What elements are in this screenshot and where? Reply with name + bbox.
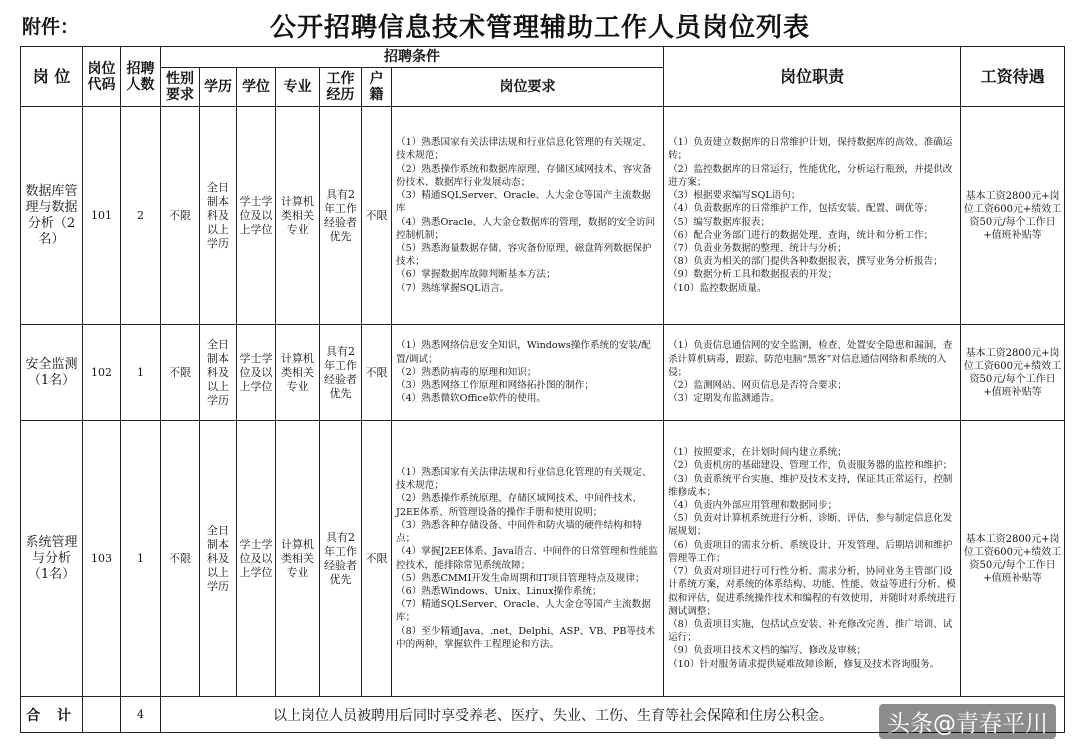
cell-duties [664, 325, 961, 421]
duty-item: （2）监测网站、网页信息是否符合要求； [668, 380, 847, 392]
total-label: 合 计 [21, 697, 83, 733]
requirement-item: （7）熟练掌握SQL语言。 [396, 282, 510, 294]
duty-item: （1）负责信息通信网的安全监测，检查、处置安全隐患和漏洞，查杀计算机病毒，跟踪、防范电脑“黑客”对信息通信网络和系统的入侵； [668, 340, 953, 378]
cell-major: 计算机类相关专业 [276, 421, 320, 697]
requirement-item: （6）熟悉Windows、Unix、Linux操作系统； [396, 585, 602, 597]
duty-item: （4）负责数据库的日常维护工作，包括安装、配置、调优等； [668, 203, 934, 215]
cell-position: 系统管理与分析（1名） [21, 421, 83, 697]
requirement-item: （3）熟悉网络工作原理和网络拓扑图的制作； [396, 380, 594, 392]
requirement-item: （6）掌握数据库故障判断基本方法； [396, 269, 556, 281]
duty-item: （10）监控数据质量。 [668, 282, 767, 294]
requirement-item: （2）熟悉操作系统原理、存储区域网技术、中间件技术、J2EE体系、所管理设备的操作手册和使用说明； [396, 493, 642, 518]
cell-major: 计算机类相关专业 [276, 107, 320, 325]
requirement-item: （5）熟悉CMMI开发生命周期和IT项目管理特点及规律； [396, 572, 645, 584]
requirement-item: （4）掌握J2EE体系、Java语言、中间件的日常管理和性能监控技术，能排除常见系统故障； [396, 546, 658, 571]
cell-count: 1 [121, 421, 161, 697]
table-row [21, 421, 1065, 697]
cell-education: 全日制本科及以上学历 [200, 107, 237, 325]
duty-item: （6）负责项目的需求分析、系统设计、开发管理、后期培训和维护管理等工作； [668, 539, 953, 564]
cell-degree: 学士学位及以上学位 [237, 421, 276, 697]
positions-table [20, 46, 1065, 733]
duty-item: （7）负责业务数据的整理、统计与分析； [668, 242, 847, 254]
col-experience: 工作经历 [320, 68, 362, 107]
requirement-item: （3）熟悉各种存储设备、中间件和防火墙的硬件结构和特点； [396, 519, 642, 545]
col-hukou: 户籍 [362, 68, 392, 107]
cell-hukou: 不限 [362, 107, 392, 325]
cell-degree: 学士学位及以上学位 [237, 107, 276, 325]
col-gender: 性别要求 [161, 68, 200, 107]
col-major: 专业 [276, 68, 320, 107]
cell-degree: 学士学位及以上学位 [237, 325, 276, 421]
cell-code: 103 [83, 421, 121, 697]
col-duties: 岗位职责 [664, 47, 961, 107]
cell-count: 2 [121, 107, 161, 325]
table-row [21, 107, 1065, 325]
page-title: 公开招聘信息技术管理辅助工作人员岗位列表 [269, 13, 810, 43]
cell-hukou: 不限 [362, 421, 392, 697]
duty-item: （1）按照要求，在计划时间内建立系统； [668, 447, 847, 459]
duty-item: （9）负责项目技术文档的编写、修改及审核； [668, 645, 867, 657]
header-row-1 [21, 47, 1065, 68]
col-code: 岗位代码 [83, 47, 121, 107]
duty-item: （2）负责机房的基础建设、管理工作，负责服务器的监控和维护； [668, 460, 953, 472]
total-note: 以上岗位人员被聘用后同时享受养老、医疗、失业、工伤、生育等社会保障和住房公积金。 [161, 697, 1065, 733]
duty-item: （9）数据分析工具和数据报表的开发； [668, 269, 838, 281]
col-salary: 工资待遇 [961, 47, 1065, 107]
watermark: 头条@青春平川 [879, 704, 1056, 739]
duty-item: （6）配合业务部门进行的数据处理、查询，统计和分析工作； [668, 229, 934, 241]
duty-item: （5）编写数据库报表； [668, 216, 771, 228]
col-position: 岗 位 [21, 47, 83, 107]
cell-education: 全日制本科及以上学历 [200, 421, 237, 697]
col-degree: 学位 [237, 68, 276, 107]
total-count: 4 [121, 697, 161, 733]
duty-item: （8）负责项目实施，包括试点安装、补充修改完善、推广培训、试运行； [668, 618, 953, 644]
requirement-item: （4）熟悉微软Office软件的使用。 [396, 393, 547, 405]
duty-item: （3）定期发布监测通告。 [668, 393, 780, 405]
duty-item: （2）监控数据库的日常运行，性能优化，分析运行瓶颈，并提供改进方案； [668, 163, 953, 188]
cell-position: 安全监测（1名） [21, 325, 83, 421]
cell-salary: 基本工资2800元+岗位工资600元+绩效工资50元/每个工作日+值班补贴等 [961, 421, 1065, 697]
duty-item: （3）根据要求编写SQL语句； [668, 190, 801, 202]
table-row [21, 325, 1065, 421]
cell-code: 101 [83, 107, 121, 325]
cell-salary: 基本工资2800元+岗位工资600元+绩效工资50元/每个工作日+值班补贴等 [961, 325, 1065, 421]
attachment-label: 附件： [22, 16, 80, 38]
cell-major: 计算机类相关专业 [276, 325, 320, 421]
duty-item: （8）负责为相关的部门提供各种数据报表，撰写业务分析报告； [668, 256, 943, 268]
cell-education: 全日制本科及以上学历 [200, 325, 237, 421]
col-education: 学历 [200, 68, 237, 107]
duty-item: （4）负责内外部应用管理和数据同步； [668, 500, 838, 512]
requirement-item: （1）熟悉网络信息安全知识，Windows操作系统的安装/配置/调试； [396, 340, 651, 365]
requirement-item: （4）熟悉Oracle、人大金仓数据库的管理，数据的安全访问控制机制； [396, 216, 656, 241]
col-requirements: 岗位要求 [392, 68, 664, 107]
requirement-item: （8）至少精通Java、.net、Delphi、ASP、VB、PB等技术中的两种，掌握软件工程理论和方法。 [396, 625, 656, 650]
requirement-item: （3）精通SQLServer、Oracle、人大金仓等国产主流数据库 [396, 190, 651, 215]
cell-gender: 不限 [161, 421, 200, 697]
duty-item: （1）负责建立数据库的日常维护计划，保持数据库的高效、准确运转； [668, 137, 953, 162]
cell-requirements [392, 421, 664, 697]
requirement-item: （1）熟悉国家有关法律法规和行业信息化管理的有关规定、技术规范； [396, 467, 652, 492]
cell-requirements [392, 107, 664, 325]
col-count: 招聘人数 [121, 47, 161, 107]
cell-experience: 具有2年工作经验者优先 [320, 107, 362, 325]
cell-hukou: 不限 [362, 325, 392, 421]
cell-requirements [392, 325, 664, 421]
cell-position: 数据库管理与数据分析（2名） [21, 107, 83, 325]
requirement-item: （2）熟悉防病毒的原理和知识； [396, 366, 537, 378]
requirement-item: （2）熟悉操作系统和数据库原理、存储区域网技术、容灾备份技术、数据库行业发展动态； [396, 163, 652, 188]
requirement-item: （1）熟悉国家有关法律法规和行业信息化管理的有关规定、技术规范； [396, 137, 652, 162]
requirement-item: （5）熟悉海量数据存储、容灾备份原理、磁盘阵列数据保护技术； [396, 242, 652, 268]
duty-item: （7）负责对项目进行可行性分析、需求分析，协同业务主管部门设计系统方案，对系统的体系结构、功能、性能、效益等进行分析、模拟和评估，促进系统操作技术和编程的有效使用，并随时对系统进行测试调整； [668, 566, 956, 617]
duty-item: （3）负责系统平台实施、维护及技术支持，保证其正常运行，控制维修成本； [668, 473, 953, 498]
duty-item: （10）针对服务请求提供疑难故障诊断，修复及技术咨询服务。 [668, 658, 940, 670]
cell-gender: 不限 [161, 107, 200, 325]
duty-item: （5）负责对计算机系统进行分析、诊断、评估，参与制定信息化发展规划； [668, 513, 953, 538]
cell-count: 1 [121, 325, 161, 421]
col-conditions-group: 招聘条件 [161, 47, 664, 68]
cell-salary: 基本工资2800元+岗位工资600元+绩效工资50元/每个工作日+值班补贴等 [961, 107, 1065, 325]
cell-experience: 具有2年工作经验者优先 [320, 421, 362, 697]
cell-experience: 具有2年工作经验者优先 [320, 325, 362, 421]
cell-gender: 不限 [161, 325, 200, 421]
requirement-item: （7）精通SQLServer、Oracle、人大金仓等国产主流数据库； [396, 599, 651, 624]
cell-code: 102 [83, 325, 121, 421]
cell-duties [664, 421, 961, 697]
total-code-empty [83, 697, 121, 733]
cell-duties [664, 107, 961, 325]
